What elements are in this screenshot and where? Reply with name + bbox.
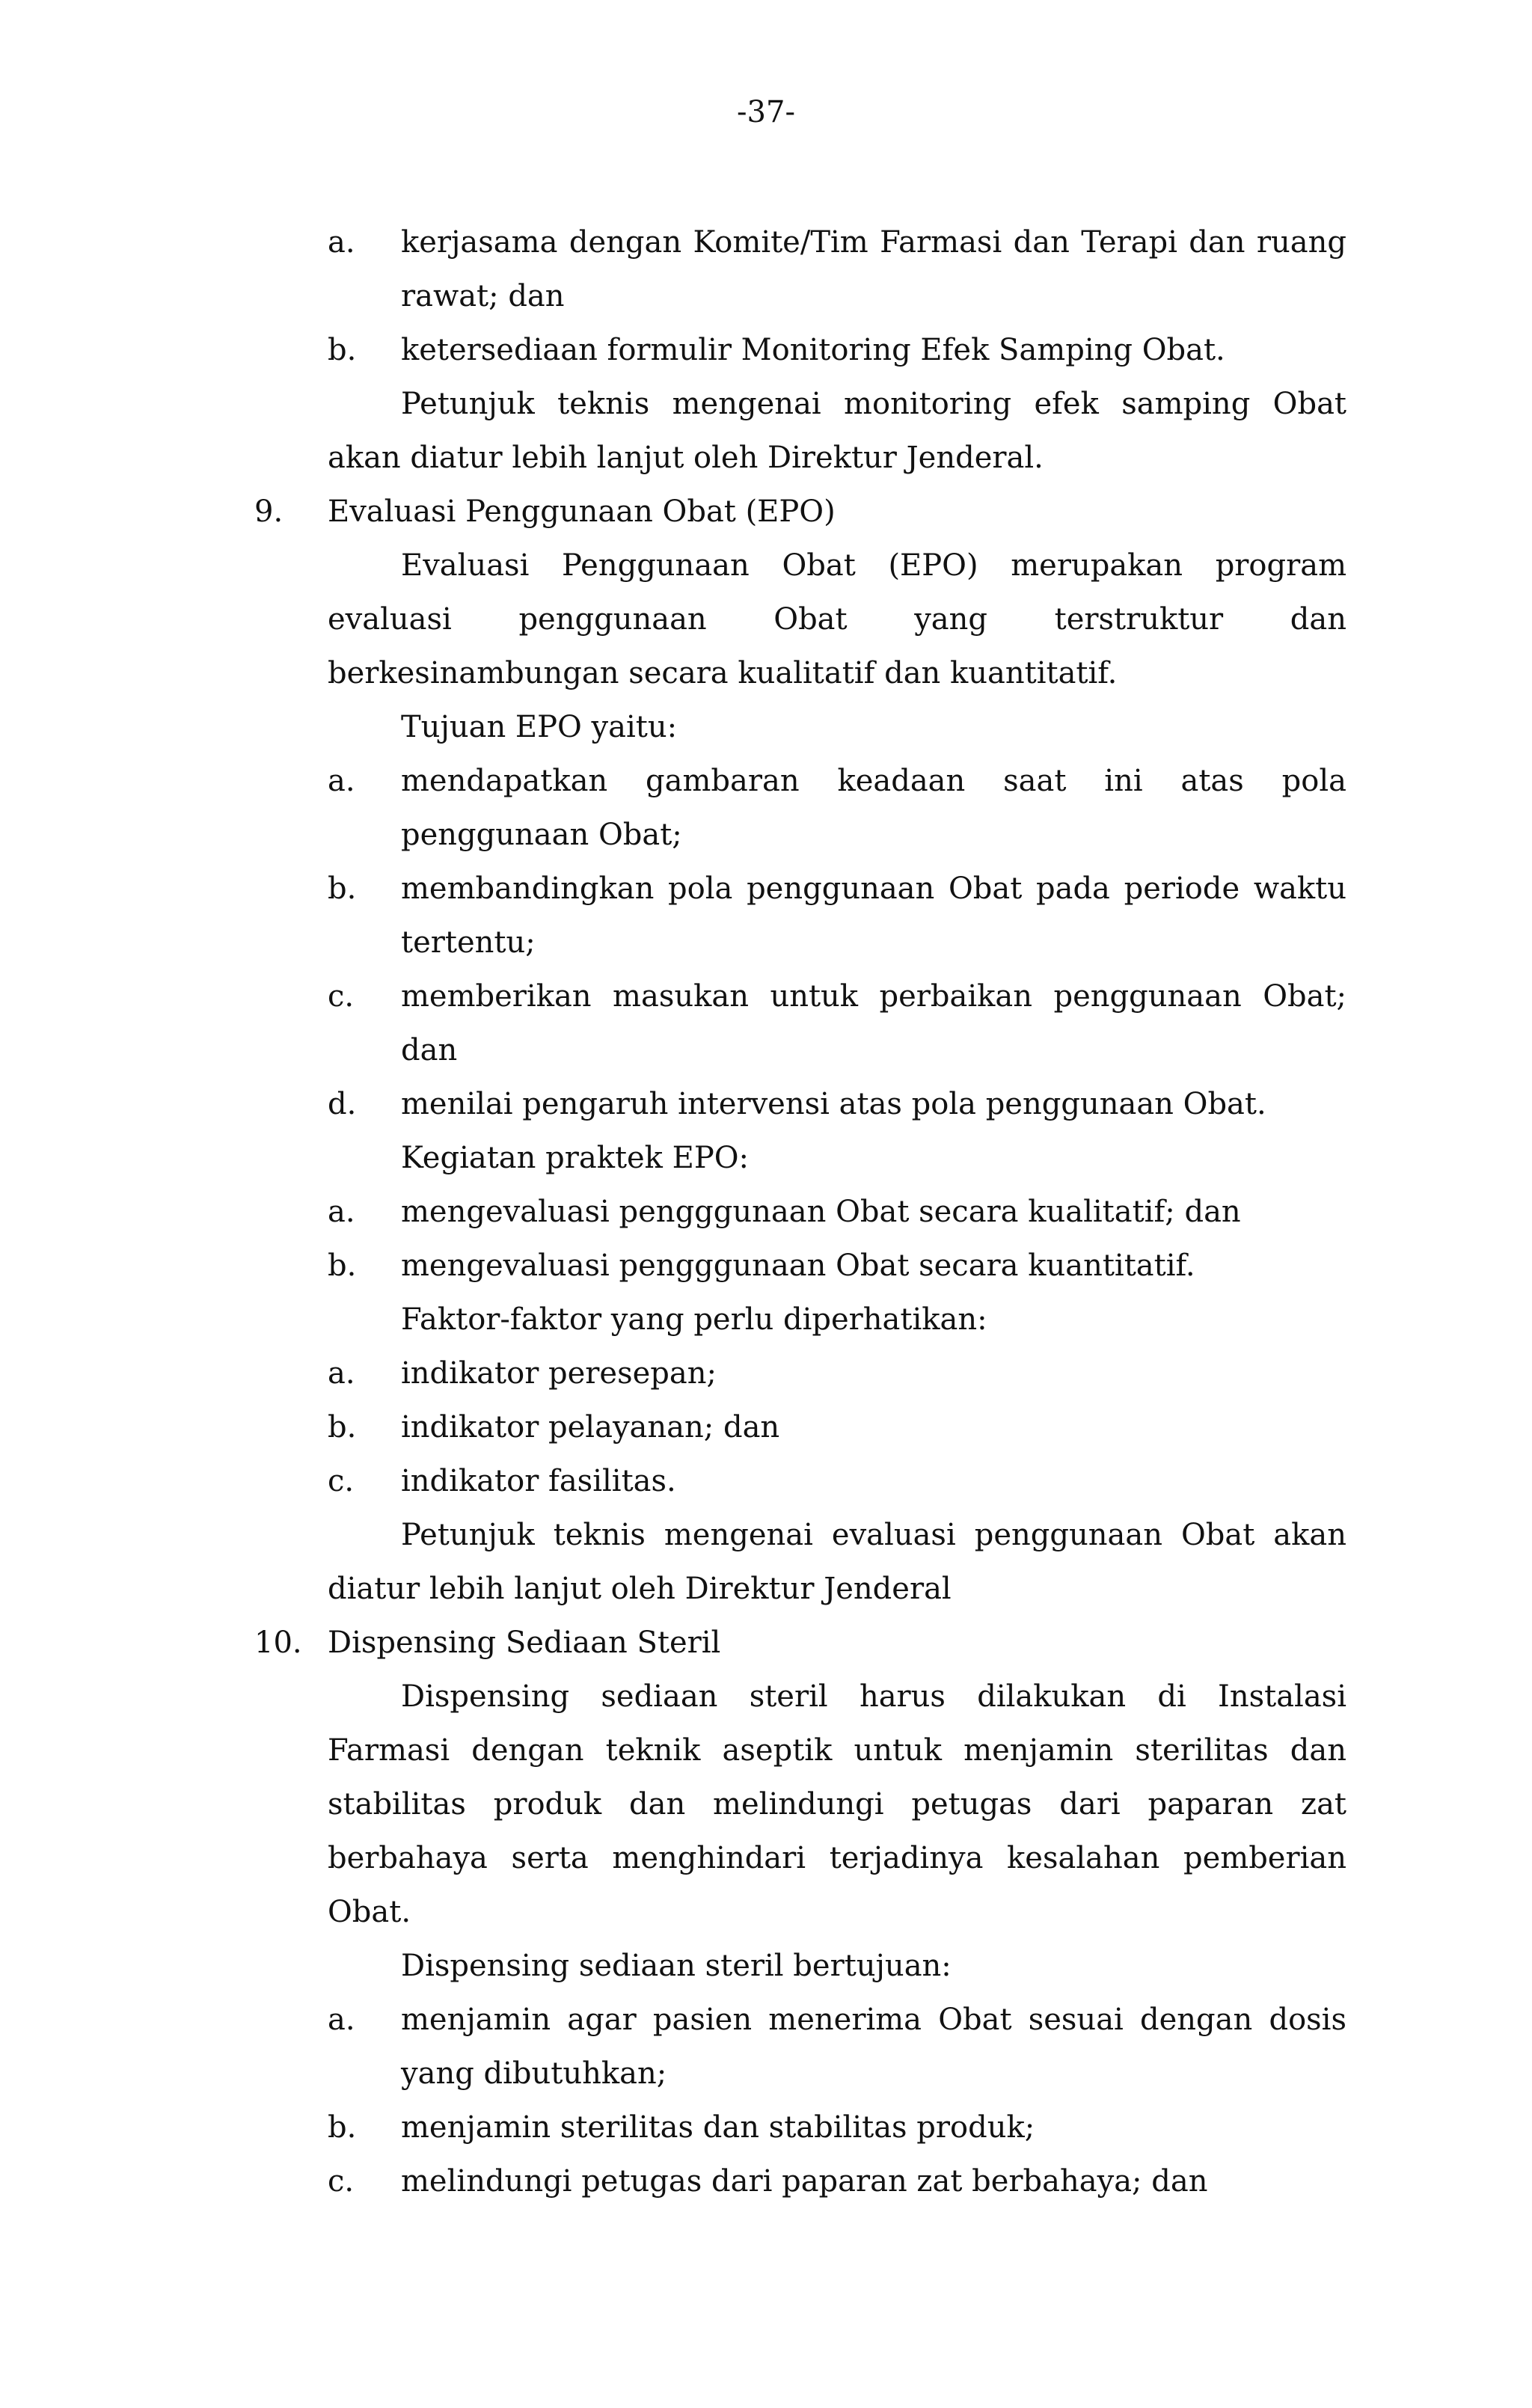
line-text: mengevaluasi pengggunaan Obat secara kualitatif; dan [401,1195,1241,1229]
text-line [0,1939,1532,1993]
line-text: berbahaya serta menghindari terjadinya kesalahan pemberian [328,1841,1346,1875]
line-text: Faktor-faktor yang perlu diperhatikan: [401,1302,987,1337]
line-text: menilai pengaruh intervensi atas pola penggunaan Obat. [401,1087,1266,1121]
line-text: stabilitas produk dan melindungi petugas dari paparan zat [328,1787,1346,1822]
text-line [0,2101,1532,2154]
text-line [0,1616,1532,1670]
text-line [0,1885,1532,1939]
text-line [0,269,1532,323]
line-text: indikator fasilitas. [401,1464,676,1498]
line-text: memberikan masukan untuk perbaikan penggunaan Obat; [401,979,1346,1014]
text-line [0,1670,1532,1724]
list-marker: b. [328,871,357,906]
list-marker: a. [328,1195,355,1229]
text-line [0,1077,1532,1131]
text-line [0,700,1532,754]
line-text: melindungi petugas dari paparan zat berbahaya; dan [401,2164,1208,2199]
text-line [0,1131,1532,1185]
line-text: mengevaluasi pengggunaan Obat secara kuantitatif. [401,1249,1195,1283]
text-line [0,1347,1532,1400]
line-text: ketersediaan formulir Monitoring Efek Samping Obat. [401,333,1225,367]
list-marker: c. [328,979,355,1014]
list-marker: a. [328,1356,355,1391]
line-text: evaluasi penggunaan Obat yang terstruktur dan [328,602,1346,637]
line-text: Farmasi dengan teknik aseptik untuk menjamin sterilitas dan [328,1733,1346,1768]
list-marker: b. [328,2110,357,2145]
line-text: Dispensing sediaan steril bertujuan: [401,1949,952,1983]
text-line [0,377,1532,431]
line-text: Dispensing sediaan steril harus dilakukan di Instalasi [401,1679,1346,1714]
text-line [0,646,1532,700]
text-line [0,485,1532,539]
list-marker: c. [328,1464,355,1498]
line-text: penggunaan Obat; [401,818,682,852]
line-text: akan diatur lebih lanjut oleh Direktur Jenderal. [328,441,1044,475]
list-marker: b. [328,1410,357,1445]
list-marker: b. [328,1249,357,1283]
line-text: indikator peresepan; [401,1356,717,1391]
text-line [0,2154,1532,2208]
line-text: menjamin agar pasien menerima Obat sesuai dengan dosis [401,2003,1346,2037]
section-heading: Dispensing Sediaan Steril [328,1626,721,1660]
line-text: Petunjuk teknis mengenai monitoring efek samping Obat [401,387,1346,421]
text-line [0,215,1532,269]
line-text: indikator pelayanan; dan [401,1410,780,1445]
text-line [0,2047,1532,2101]
text-line [0,1454,1532,1508]
line-text: menjamin sterilitas dan stabilitas produk; [401,2110,1035,2145]
line-text: membandingkan pola penggunaan Obat pada periode waktu [401,871,1346,906]
line-text: Kegiatan praktek EPO: [401,1141,750,1175]
list-marker: a. [328,764,355,798]
line-text: tertentu; [401,925,536,960]
section-number: 9. [254,494,284,529]
line-text: Tujuan EPO yaitu: [401,710,678,744]
line-text: kerjasama dengan Komite/Tim Farmasi dan Terapi dan ruang [401,225,1346,260]
text-line [0,431,1532,485]
line-text: dan [401,1033,458,1067]
text-line [0,808,1532,862]
list-marker: a. [328,2003,355,2037]
text-line [0,1724,1532,1777]
text-line [0,1508,1532,1562]
text-line [0,969,1532,1023]
page-number: -37- [737,95,795,129]
line-text: rawat; dan [401,279,565,313]
line-text: yang dibutuhkan; [401,2056,667,2091]
document-body [0,215,1532,2208]
list-marker: c. [328,2164,355,2199]
text-line [0,1293,1532,1347]
text-line [0,1239,1532,1293]
section-heading: Evaluasi Penggunaan Obat (EPO) [328,494,836,529]
line-text: Petunjuk teknis mengenai evaluasi penggunaan Obat akan [401,1518,1346,1552]
text-line [0,539,1532,592]
section-number: 10. [254,1626,302,1660]
text-line [0,323,1532,377]
text-line [0,1185,1532,1239]
text-line [0,754,1532,808]
line-text: Obat. [328,1895,411,1929]
text-line [0,1023,1532,1077]
line-text: Evaluasi Penggunaan Obat (EPO) merupakan program [401,548,1346,583]
text-line [0,1831,1532,1885]
line-text: mendapatkan gambaran keadaan saat ini atas pola [401,764,1346,798]
text-line [0,1777,1532,1831]
list-marker: d. [328,1087,357,1121]
text-line [0,592,1532,646]
text-line [0,916,1532,969]
text-line [0,1400,1532,1454]
list-marker: a. [328,225,355,260]
list-marker: b. [328,333,357,367]
text-line [0,1993,1532,2047]
text-line [0,1562,1532,1616]
text-line [0,862,1532,916]
line-text: berkesinambungan secara kualitatif dan kuantitatif. [328,656,1118,690]
line-text: diatur lebih lanjut oleh Direktur Jenderal [328,1572,952,1606]
